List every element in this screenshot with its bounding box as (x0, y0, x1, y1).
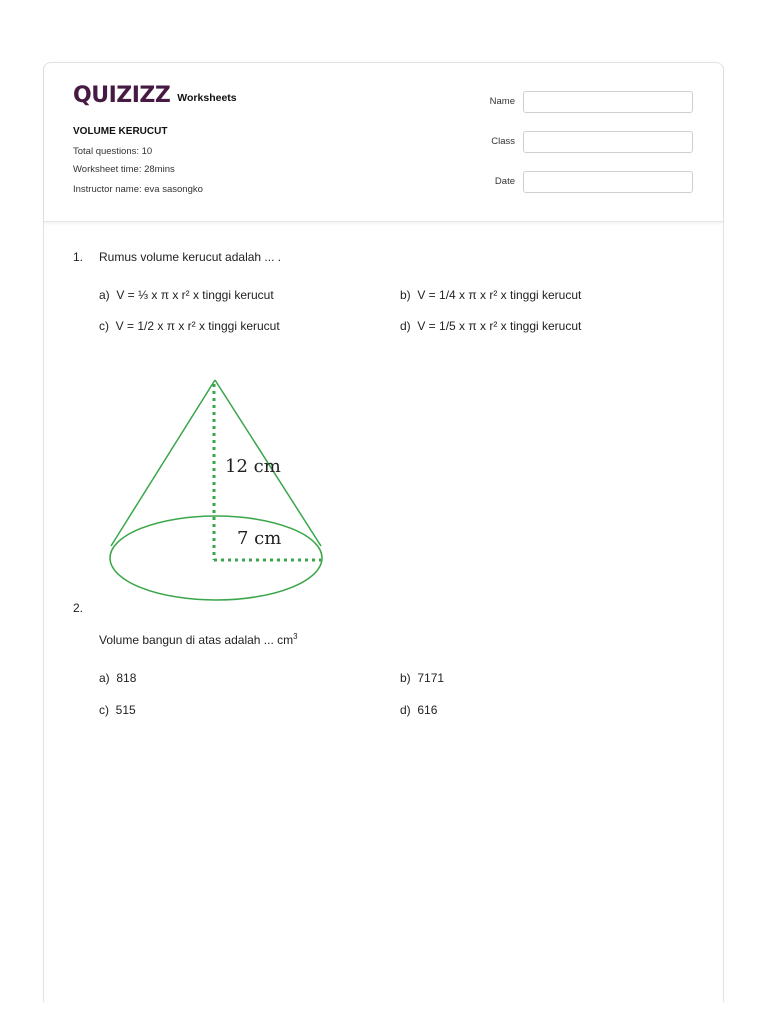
logo-wordmark: QUIZIZZ (73, 83, 171, 108)
option-text: V = 1/4 x π x r² x tinggi kerucut (417, 288, 582, 302)
question-2-option-d[interactable] (400, 703, 437, 717)
question-2-option-b[interactable] (400, 671, 444, 685)
option-text: 515 (115, 703, 136, 717)
height-label: 12 cm (225, 456, 281, 477)
question-1-text: Rumus volume kerucut adalah ... . (99, 250, 282, 264)
name-field[interactable] (523, 91, 693, 113)
question-1-option-d[interactable] (400, 319, 581, 333)
worksheet-header (44, 63, 723, 222)
question-2-text-main: Volume bangun di atas adalah ... cm (99, 633, 294, 647)
cone-figure (97, 368, 337, 608)
option-text: 818 (116, 671, 137, 685)
worksheet-time: Worksheet time: 28mins (73, 164, 175, 175)
question-2-number: 2. (73, 601, 84, 615)
option-text: 616 (417, 703, 438, 717)
question-2-unit-exponent: 3 (293, 632, 298, 641)
class-label: Class (491, 136, 515, 147)
radius-label: 7 cm (237, 528, 282, 549)
question-1-option-a[interactable] (99, 288, 274, 302)
option-letter: b) (400, 671, 411, 685)
question-2-option-c[interactable] (99, 703, 136, 717)
question-1-option-c[interactable] (99, 319, 280, 333)
option-text: V = ⅓ x π x r² x tinggi kerucut (116, 288, 274, 302)
question-1-option-b[interactable] (400, 288, 581, 302)
option-letter: c) (99, 703, 109, 717)
name-label: Name (489, 96, 515, 107)
question-1-number: 1. (73, 250, 84, 264)
cone-base-ellipse (110, 516, 322, 600)
class-field[interactable] (523, 131, 693, 153)
option-letter: d) (400, 319, 411, 333)
question-2-option-a[interactable] (99, 671, 136, 685)
date-label: Date (494, 176, 515, 187)
total-questions: Total questions: 10 (73, 146, 153, 157)
option-text: V = 1/2 x π x r² x tinggi kerucut (115, 319, 280, 333)
option-letter: d) (400, 703, 411, 717)
option-text: 7171 (417, 671, 445, 685)
option-letter: b) (400, 288, 411, 302)
question-2-text (99, 632, 298, 647)
instructor-name: Instructor name: eva sasongko (73, 184, 203, 195)
worksheet-title: VOLUME KERUCUT (73, 126, 168, 137)
date-field[interactable] (523, 171, 693, 193)
logo-subtitle: Worksheets (177, 92, 237, 104)
option-letter: a) (99, 671, 110, 685)
quizizz-logo (73, 83, 237, 109)
option-text: V = 1/5 x π x r² x tinggi kerucut (417, 319, 582, 333)
option-letter: a) (99, 288, 110, 302)
option-letter: c) (99, 319, 109, 333)
